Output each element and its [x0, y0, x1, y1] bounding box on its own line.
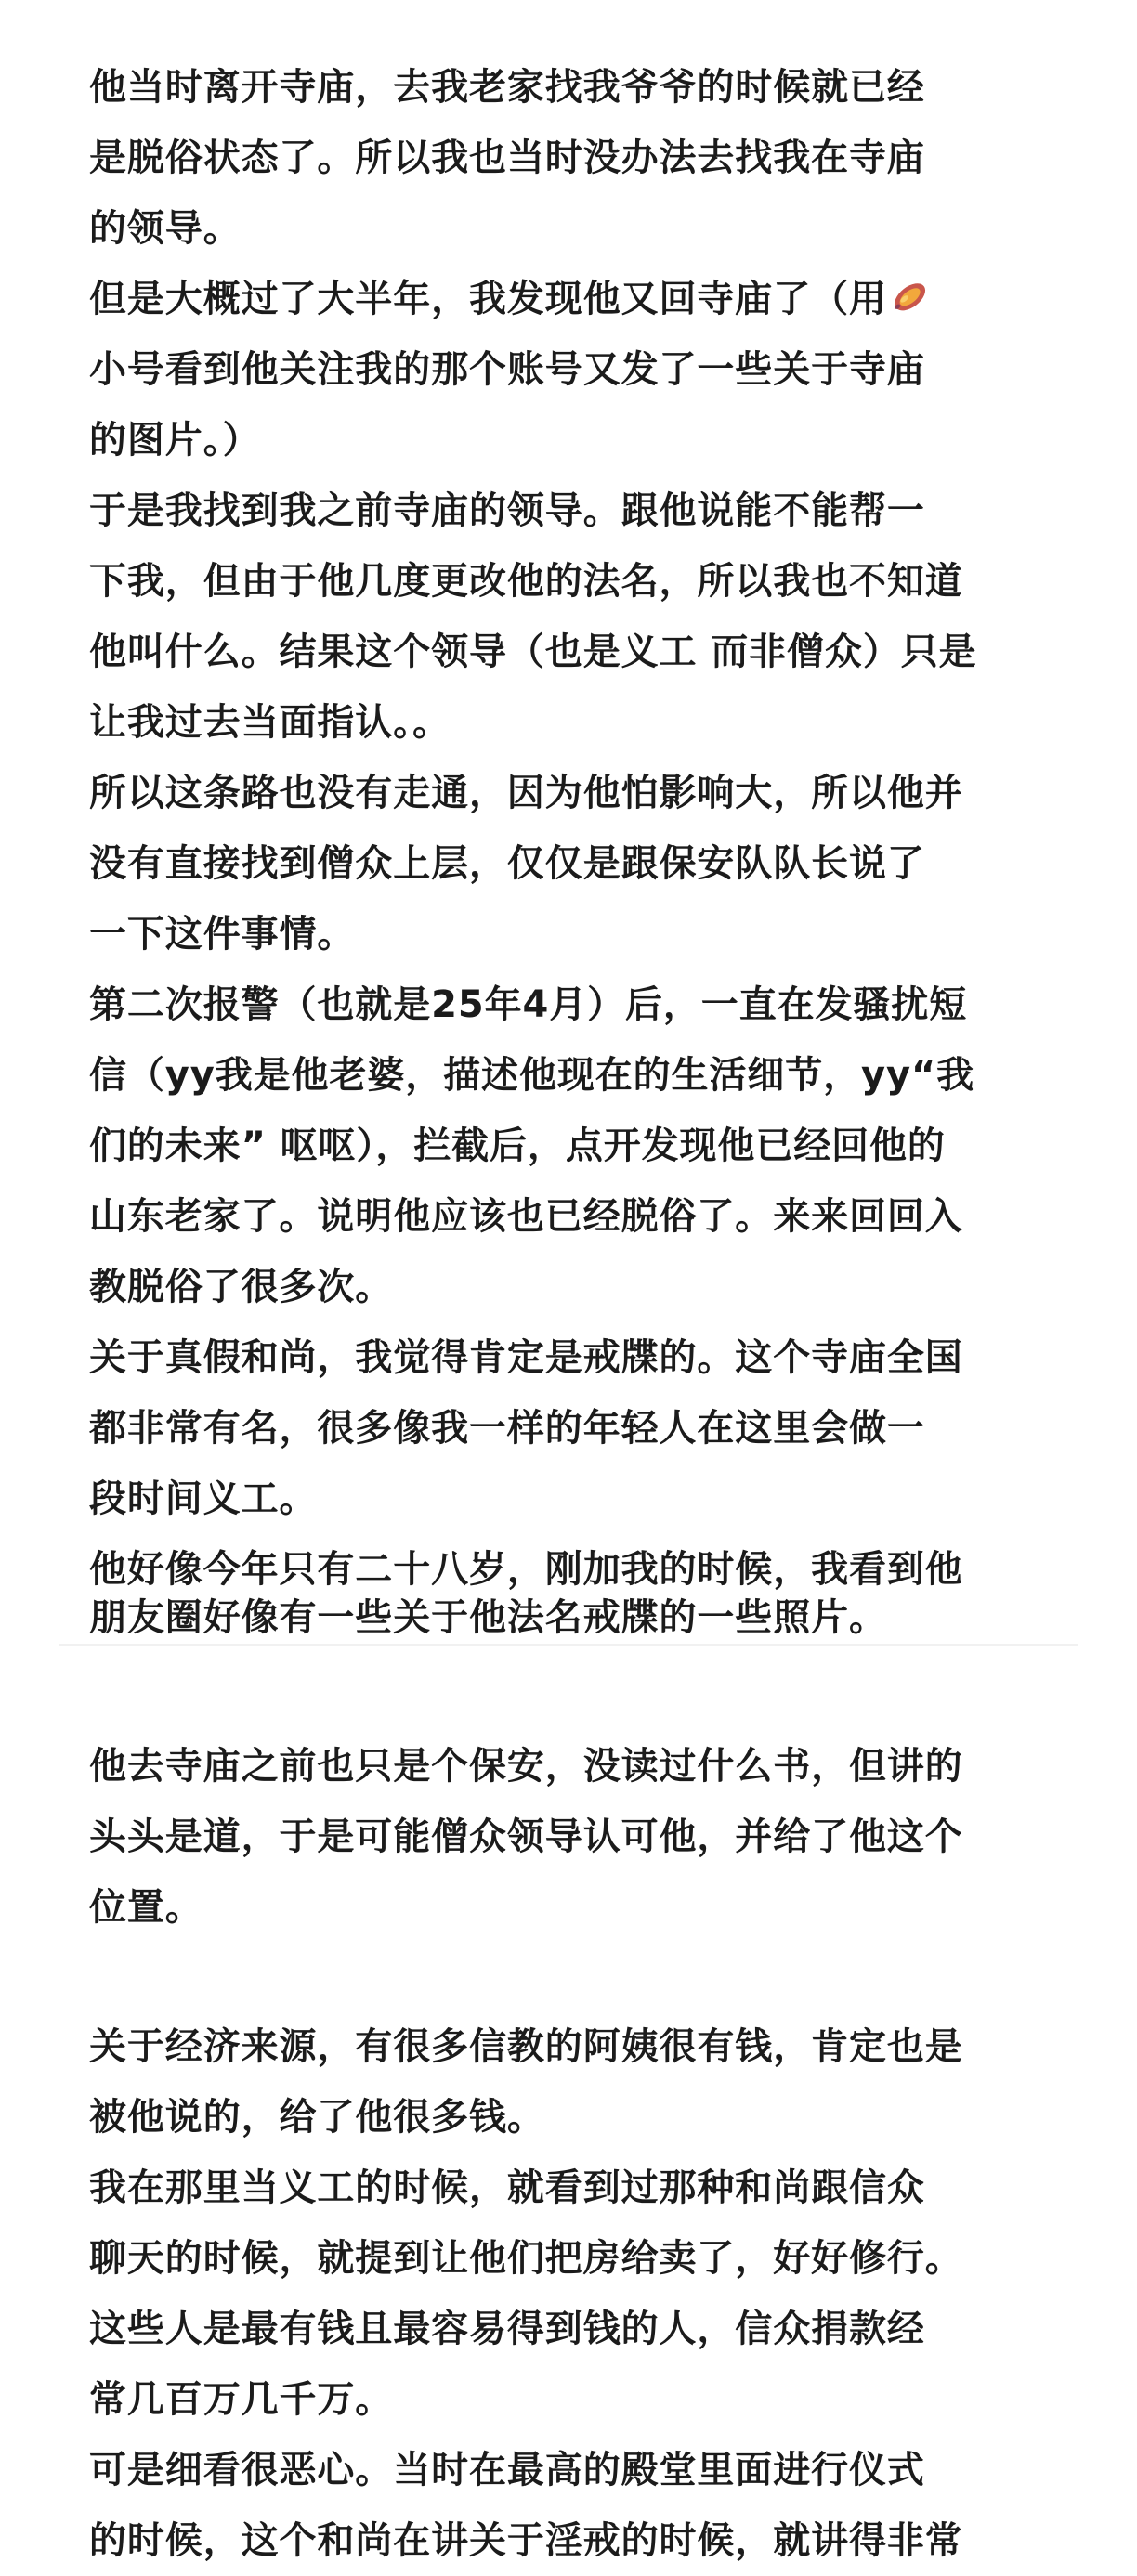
text-line: 他叫什么。结果这个领导（也是义工 而非僧众）只是 — [89, 631, 977, 673]
text-line: 于是我找到我之前寺庙的领导。跟他说能不能帮一 — [89, 489, 925, 532]
text-line: 们的未来” 呕呕），拦截后，点开发现他已经回他的 — [89, 1125, 946, 1167]
text-line: 他好像今年只有二十八岁，刚加我的时候，我看到他 — [89, 1548, 963, 1591]
text-line: 的图片。） — [89, 419, 261, 462]
text-line: 但是大概过了大半年，我发现他又回寺庙了（用 — [89, 278, 887, 320]
text-line: 段时间义工。 — [89, 1477, 318, 1520]
text-line: 所以这条路也没有走通，因为他怕影响大，所以他并 — [89, 772, 963, 814]
text-line: 教脱俗了很多次。 — [89, 1266, 394, 1308]
text-line: 的时候，这个和尚在讲关于淫戒的时候，就讲得非常 — [89, 2519, 963, 2562]
text-line: 信（yy我是他老婆，描述他现在的生活细节，yy“我 — [89, 1054, 975, 1097]
text-line: 他去寺庙之前也只是个保安，没读过什么书，但讲的 — [89, 1745, 963, 1788]
text-line: 都非常有名，很多像我一样的年轻人在这里会做一 — [89, 1407, 925, 1450]
text-line: 聊天的时候，就提到让他们把房给卖了，好好修行。 — [89, 2237, 963, 2280]
section-divider — [59, 1644, 1078, 1646]
text-line: 没有直接找到僧众上层，仅仅是跟保安队队长说了 — [89, 842, 925, 885]
text-line: 这些人是最有钱且最容易得到钱的人，信众捐款经 — [89, 2308, 925, 2350]
text-line: 他当时离开寺庙，去我老家找我爷爷的时候就已经 — [89, 66, 925, 109]
text-line: 的领导。 — [89, 207, 242, 250]
text-line: 下我，但由于他几度更改他的法名，所以我也不知道 — [89, 560, 963, 603]
text-line-with-emoji — [89, 266, 1074, 332]
text-line: 山东老家了。说明他应该也已经脱俗了。来来回回入 — [89, 1195, 963, 1238]
text-line: 被他说的，给了他很多钱。 — [89, 2096, 545, 2139]
text-line: 位置。 — [89, 1886, 203, 1929]
text-line: 一下这件事情。 — [89, 913, 356, 956]
text-line: 关于真假和尚，我觉得肯定是戒牒的。这个寺庙全国 — [89, 1336, 963, 1379]
text-line: 朋友圈好像有一些关于他法名戒牒的一些照片。 — [89, 1596, 887, 1639]
text-line: 是脱俗状态了。所以我也当时没办法去找我在寺庙 — [89, 137, 925, 179]
text-line: 常几百万几千万。 — [89, 2378, 394, 2421]
text-line: 头头是道，于是可能僧众领导认可他，并给了他这个 — [89, 1815, 963, 1858]
text-line: 让我过去当面指认。。 — [89, 701, 451, 744]
text-line: 小号看到他关注我的那个账号又发了一些关于寺庙 — [89, 348, 925, 391]
text-line: 可是细看很恶心。当时在最高的殿堂里面进行仪式 — [89, 2449, 925, 2491]
text-line: 第二次报警（也就是25年4月）后，一直在发骚扰短 — [89, 983, 968, 1026]
text-line: 关于经济来源，有很多信教的阿姨很有钱，肯定也是 — [89, 2025, 963, 2068]
sweet-potato-emoji-icon — [889, 271, 930, 312]
text-line: 我在那里当义工的时候，就看到过那种和尚跟信众 — [89, 2166, 925, 2209]
